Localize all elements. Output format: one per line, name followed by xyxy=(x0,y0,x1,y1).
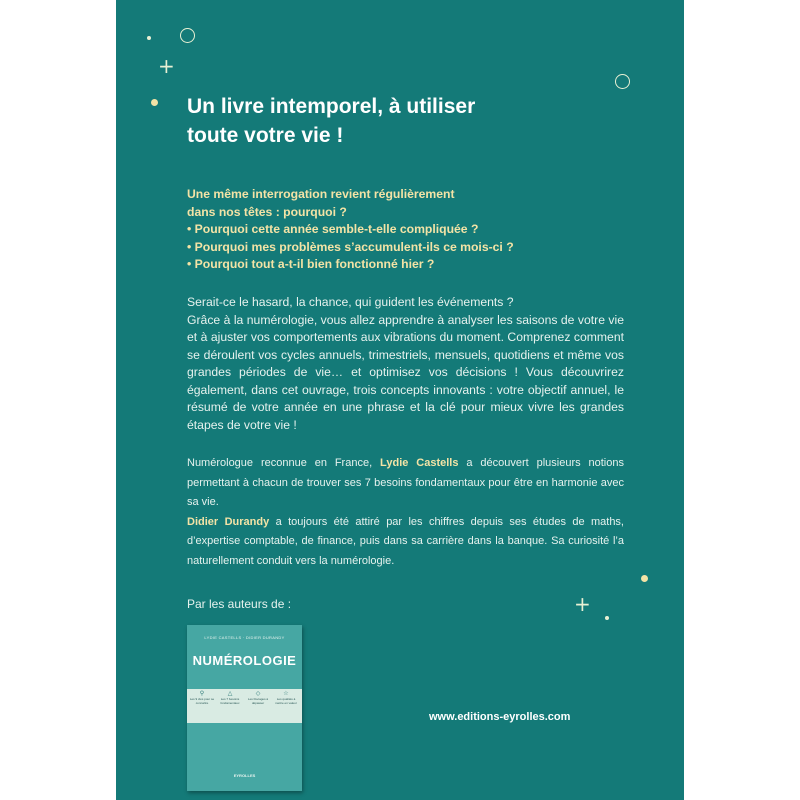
book-publisher: EYROLLES xyxy=(233,773,256,778)
book-feature-label: Les qualités à mettre en valeur xyxy=(275,697,297,705)
book-thumbnail xyxy=(187,625,302,791)
decorative-dot xyxy=(605,616,609,620)
star-icon: ☆ xyxy=(283,691,289,697)
book-feature xyxy=(189,691,215,705)
key-icon: ⚲ xyxy=(199,691,205,697)
book-authors: LYDIE CASTELLS · DIDIER DURANDY xyxy=(204,635,285,640)
by-the-authors-label: Par les auteurs de : xyxy=(187,597,292,611)
author-name-didier: Didier Durandy xyxy=(187,515,270,528)
question-line: • Pourquoi cette année semble-t-elle compliquée ? xyxy=(187,222,479,236)
description-paragraph xyxy=(187,294,624,434)
book-feature-label: Les blocages à dépasser xyxy=(247,697,269,705)
decorative-plus-icon: + xyxy=(158,54,175,78)
book-feature-label: Les 9 clés pour se connaître xyxy=(189,697,215,705)
description-text: Grâce à la numérologie, vous allez apprendre à analyser les saisons de votre vie et à ajuster vos comportements aux vibrations du moment. Comprenez comment se déroulent vos cycles annuels, trimestriels, mensuels, quotidiens et même vos grandes périodes de vie… et optimisez vos décisions ! Vous découvrirez également, dans cet ouvrage, trois concepts innovants : votre objectif annuel, le résumé de votre année en une phrase et la clé pour mieux vivre les grandes étapes de votre vie ! xyxy=(187,312,624,432)
book-feature-label: Les 7 besoins fondamentaux xyxy=(220,697,240,705)
decorative-dot xyxy=(147,36,151,40)
decorative-circle xyxy=(180,28,195,43)
book-feature xyxy=(245,691,271,705)
headline-line-2: toute votre vie ! xyxy=(187,124,344,147)
book-feature xyxy=(273,691,299,705)
book-feature xyxy=(217,691,243,705)
question-line: • Pourquoi tout a-t-il bien fonctionné hier ? xyxy=(187,257,435,271)
description-first-line: Serait-ce le hasard, la chance, qui guident les événements ? xyxy=(187,295,514,309)
decorative-plus-icon: + xyxy=(574,592,591,616)
headline xyxy=(187,92,607,150)
author-bio-2 xyxy=(187,513,624,572)
decorative-circle xyxy=(615,74,630,89)
question-line: Une même interrogation revient régulièrement xyxy=(187,187,455,201)
author-bio-text: Numérologue reconnue en France, xyxy=(187,457,381,469)
triangle-icon: △ xyxy=(227,691,233,697)
decorative-dot xyxy=(641,575,648,582)
author-bio-text: a découvert plusieurs notions permettant à chacun de trouver ses 7 besoins fondamentaux pour être en harmonie avec sa vie. xyxy=(187,457,624,508)
questions-block xyxy=(187,186,587,274)
decorative-dot xyxy=(151,99,158,106)
hand-icon: ◇ xyxy=(255,691,261,697)
book-title: NUMÉROLOGIE xyxy=(192,653,297,668)
back-cover xyxy=(116,0,684,800)
author-bio-text: a toujours été attiré par les chiffres depuis ses études de maths, d’expertise comptable, de finance, puis dans sa carrière dans la banque. Sa curiosité l’a naturellement conduit vers la numérologie. xyxy=(187,515,624,567)
publisher-website: www.editions-eyrolles.com xyxy=(429,711,571,723)
authors-bio xyxy=(187,454,624,571)
question-line: • Pourquoi mes problèmes s’accumulent-ils ce mois-ci ? xyxy=(187,239,514,254)
author-name-lydie: Lydie Castells xyxy=(380,457,459,469)
question-line: dans nos têtes : pourquoi ? xyxy=(187,204,347,219)
headline-line-1: Un livre intemporel, à utiliser xyxy=(187,95,476,118)
author-bio-1 xyxy=(187,454,624,513)
